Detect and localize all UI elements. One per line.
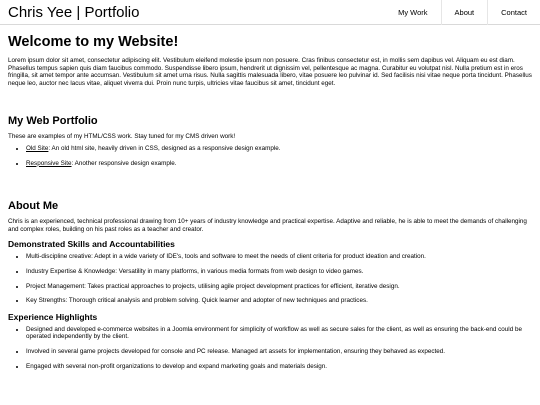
portfolio-item-desc: : Another responsive design example. — [71, 159, 177, 167]
portfolio-item — [26, 160, 532, 168]
list-item: • Engaged with several non-profit organizations to develop and expand marketing goals and materials design. — [26, 363, 532, 371]
list-item: • Involved in several game projects developed for console and PC release. Managed art assets for implementation, ensuring they behaved as expected. — [26, 348, 532, 356]
top-navbar — [0, 0, 540, 25]
experience-heading: Experience Highlights — [8, 311, 98, 322]
site-title[interactable]: Chris Yee | Portfolio — [8, 3, 140, 21]
about-paragraph: Chris is an experienced, technical professional drawing from 10+ years of industry knowledge and practical expertise. Adaptive and reliable, he is able to meet the demands of challenging and complex roles, building on his past roles as a teacher and creator. — [8, 218, 527, 233]
main-nav — [385, 0, 540, 25]
list-item: • Project Management: Takes practical approaches to projects, utilising agile project development practices for efficient, iterative design. — [26, 283, 532, 291]
list-item: • Key Strengths: Thorough critical analysis and problem solving. Quick learner and adopter of new techniques and practices. — [26, 297, 532, 305]
list-item: • Multi-discipline creative: Adept in a wide variety of IDE's, tools and software to meet the needs of client criteria for product ideation and creation. — [26, 253, 532, 261]
welcome-section — [8, 34, 532, 87]
skills-heading: Demonstrated Skills and Accountabilities — [8, 239, 175, 250]
experience-list — [8, 326, 532, 370]
skills-list — [8, 253, 532, 304]
about-heading: About Me — [8, 200, 59, 213]
portfolio-heading: My Web Portfolio — [8, 115, 98, 128]
welcome-heading: Welcome to my Website! — [8, 34, 179, 50]
welcome-paragraph: Lorem ipsum dolor sit amet, consectetur adipiscing elit. Vestibulum eleifend molestie ipsum non posuere. Cras finibus consectetur est, in mollis sem dapibus vel. Aliquam eu est diam. Phasellus tempus sapien quis diam faucibus commodo. Suspendisse libero ipsum, hendrerit ut dignissim vel, pellentesque ac magna. Curabitur eu volutpat nisl. Nulla pretium est in eros fringilla, sit amet tempor ante accumsan. Vestibulum sit amet urna risus. Nulla sagittis malesuada libero, vitae posuere leo pulvinar id. Sed facilisis nisi vitae neque porta tincidunt. Phasellus neque leo, auctor nec lacus vitae, aliquet viverra dui. Proin nunc turpis, ultricies vitae faucibus sit amet, tincidunt eget. — [8, 57, 532, 87]
nav-my-work[interactable]: My Work — [398, 7, 428, 17]
list-item: • Designed and developed e-commerce websites in a Joomla environment for simplicity of workflow as well as secure sales for the client, as well as ensuring the back-end could be operated independently by the client. — [26, 326, 532, 341]
main-content — [0, 34, 540, 370]
portfolio-intro: These are examples of my HTML/CSS work. Stay tuned for my CMS driven work! — [8, 133, 236, 141]
portfolio-list — [8, 145, 532, 167]
portfolio-section — [8, 115, 532, 167]
portfolio-item — [26, 145, 532, 153]
responsive-site-link[interactable]: Responsive Site — [26, 159, 72, 167]
portfolio-item-desc: : An old html site, heavily driven in CSS, designed as a responsive design example. — [48, 144, 281, 152]
nav-about[interactable]: About — [441, 0, 488, 25]
old-site-link[interactable]: Old Site — [26, 144, 49, 152]
nav-contact[interactable]: Contact — [487, 0, 540, 25]
about-section — [8, 200, 532, 370]
list-item: • Industry Expertise & Knowledge: Versatility in many platforms, in various media formats from web design to video games. — [26, 268, 532, 276]
